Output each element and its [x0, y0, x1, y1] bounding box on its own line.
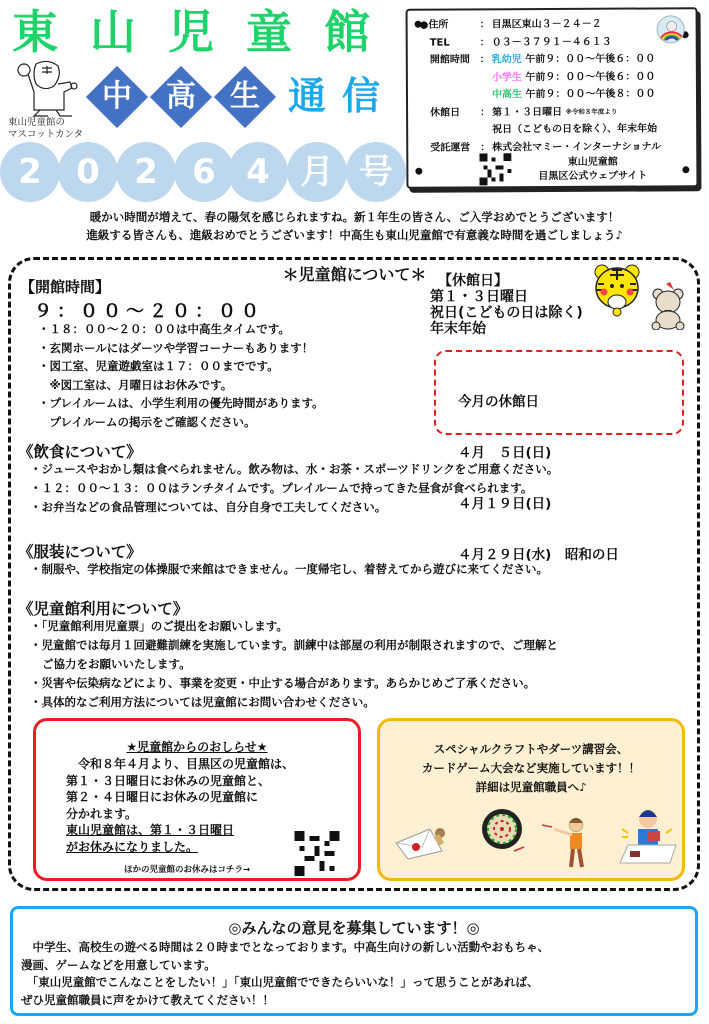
this-month-heading: 今月の休館日 [458, 394, 539, 410]
list-item: ・１２：００～１３：００はランチタイムです。プレイルームで持ってきた昼食が食べられます。 [30, 481, 533, 495]
diamond-char: 生 [230, 79, 260, 114]
food-list [30, 460, 558, 517]
info-rows [419, 15, 661, 156]
opinion-body [21, 939, 693, 1009]
closed-item: 祝日(こどもの日は除く) [430, 305, 583, 321]
hours-row: 開館時間 ： 乳幼児 午前９：００～午後６：００ [430, 50, 661, 69]
opinion-line: ぜひ児童館職員に声をかけて教えてください！！ [21, 992, 274, 1007]
closed-label: 休館日 [430, 106, 461, 119]
event-box [377, 718, 685, 881]
list-item: ご協力をお願いいたします。 [42, 657, 191, 671]
closed-item: 第１・３日曜日 [430, 289, 528, 305]
issue-circle: 2 [0, 142, 60, 202]
usage-heading: 《児童館利用について》 [18, 600, 189, 618]
list-item: ・プレイルームは、小学生利用の優先時間があります。 [38, 396, 324, 410]
intro-line: 暖かい時間が増えて、春の陽気を感じられますね。新１年生の皆さん、ご入学おめでとうございます！ [89, 210, 620, 224]
address-label: ●住所 [419, 19, 449, 31]
notice-line: 第１・３日曜日にお休みの児童館と、 [66, 773, 271, 788]
notice-line: 第２・４日曜日にお休みの児童館に [66, 790, 259, 804]
hours-time: 午前９：００～午後６：００ [525, 53, 656, 66]
list-item: プレイルームの掲示をご確認ください。 [38, 414, 256, 429]
hours-group-teen: 中高生 [491, 89, 523, 101]
this-month-closed-box [434, 350, 684, 563]
diamond [86, 66, 148, 128]
hours-group-infant: 乳幼児 [491, 54, 522, 66]
issue-circle: 4 [228, 142, 288, 202]
mascot-caption [8, 117, 83, 141]
list-item: ・児童館では毎月１回避難訓練を実施しています。訓練中は部屋の利用が制限されますので、ご理解と [30, 638, 558, 652]
diamond-char: 高 [166, 79, 196, 114]
closed-date: ４月１９日(日) [458, 496, 552, 512]
clothing-heading: 《服装について》 [18, 543, 142, 561]
operator-label: 受託運営 [430, 141, 471, 154]
tel-label: TEL [429, 37, 450, 49]
address-value: 目黒区東山３－２４－２ [491, 18, 602, 31]
notice-line: 令和８年４月より、目黒区の児童館は、 [66, 757, 295, 771]
info-card [406, 7, 699, 189]
website-line: 東山児童館 [567, 156, 618, 168]
card-game-player-icon [618, 805, 678, 867]
notice-box [33, 718, 361, 881]
closed-heading: 【休館日】 [438, 273, 508, 289]
website-line: 目黒区公式ウェブサイト [538, 170, 648, 183]
hours-big: ９：００～２０：００ [34, 301, 264, 322]
opinion-box [10, 906, 698, 1016]
letter-seal-icon [394, 821, 454, 861]
closed-item: 年末年始 [430, 321, 486, 337]
dart-player-icon [542, 813, 592, 869]
bear-icon [648, 282, 688, 330]
operator-value: 株式会社マミー・インターナショナル [492, 140, 661, 153]
meguro-logo-icon [657, 15, 685, 43]
notice-body [66, 756, 294, 855]
operator-row: 受託運営 ： 株式会社マミー・インターナショナル [430, 138, 661, 157]
closed-note: ※令和８年度より [565, 107, 618, 116]
tiger-icon [592, 262, 642, 318]
official-website-link[interactable] [538, 156, 647, 185]
about-title: ＊児童館について＊ [282, 265, 427, 284]
usage-list [30, 617, 694, 712]
newsletter-subtitle: 通信 [288, 74, 397, 118]
event-line: カードゲーム大会など実施しています！！ [421, 761, 641, 775]
notice-line: 分かれます。 [66, 806, 138, 821]
opinion-line: 中学生、高校生の遊べる時間は２０時までとなっております。中高生向けの新しい活動やおもちゃ、 [21, 940, 550, 954]
food-heading: 《飲食について》 [18, 443, 142, 461]
page-title: 東山児童館 [12, 5, 402, 59]
closed-value: 祝日（こどもの日を除く）、年末年始 [492, 123, 658, 136]
event-text [380, 740, 682, 797]
hours-heading: 【開館時間】 [20, 278, 111, 296]
opinion-line: 「東山児童館でこんなことをしたい！」「東山児童館でできたらいいな！」って思うことがあれば、 [21, 975, 539, 989]
hours-group-elementary: 小学生 [491, 71, 522, 83]
tel-value: ０３－３７９１－４６１３ [491, 36, 612, 48]
event-line: 詳細は児童館職員へ♪ [475, 780, 587, 794]
notice-underlined: 東山児童館は、第１・３日曜日 [66, 823, 235, 837]
other-centers-link[interactable]: ほかの児童館のお休みはコチラ→ [124, 865, 251, 875]
closed-date: ４月 ５日(日) [458, 445, 552, 461]
clothing-list [30, 560, 548, 579]
closed-row [430, 120, 661, 139]
notice-underlined: がお休みになりました。 [66, 839, 199, 854]
list-item: ・図工室、児童遊戯室は１７：００までです。 [38, 359, 279, 373]
junior-high-diamonds [86, 62, 286, 132]
pin-icon [682, 166, 689, 173]
list-item: ・具体的なご利用方法については児童館にお問い合わせください。 [30, 695, 375, 709]
hours-list [38, 320, 324, 431]
address-row: ●住所 ： 目黒区東山３－２４－２ [430, 15, 661, 34]
qr-code-icon[interactable] [293, 831, 341, 876]
notice-title [36, 738, 358, 755]
list-item: ・制服や、学校指定の体操服で来館はできません。一度帰宅し、着替えてから遊びに来てください。 [30, 562, 548, 576]
event-line: スペシャルクラフトやダーツ講習会、 [433, 742, 629, 756]
mascot-caption-line: 東山児童館の [8, 117, 66, 128]
issue-circle: 6 [174, 142, 234, 202]
diamond-char: 中 [102, 79, 132, 114]
list-item: ・ジュースやおかし類は食べられません。飲み物は、水・お茶・スポーツドリンクをご用意ください。 [30, 462, 559, 476]
issue-number [0, 142, 420, 204]
list-item: ※図工室は、月曜日はお休みです。 [38, 377, 233, 392]
qr-code-icon[interactable] [479, 153, 511, 185]
issue-circle: 月 [287, 142, 347, 202]
notice-title-text: ★児童館からのおしらせ★ [126, 740, 268, 754]
hours-row [430, 68, 661, 87]
list-item: ・１８：００～２０：００は中高生タイムです。 [38, 322, 290, 336]
dartboard-icon [480, 807, 530, 857]
list-item: ・お弁当などの食品管理については、自分自身で工夫してください。 [30, 500, 387, 514]
intro-line: 進級する皆さんも、進級おめでとうございます！中高生も東山児童館で有意義な時間を過ごしましょう♪ [86, 228, 623, 242]
list-item: ・災害や伝染病などにより、事業を変更・中止する場合があります。あらかじめご了承ください。 [30, 676, 536, 690]
issue-circle: 0 [58, 142, 118, 202]
closed-date: ４月２９日(水) 昭和の日 [458, 547, 619, 563]
mascot-caption-line: マスコットカンタ [8, 129, 84, 140]
closed-value: 第１・３日曜日 [492, 106, 563, 118]
tel-row: TEL ： ０３－３７９１－４６１３ [430, 33, 661, 52]
diamond [150, 66, 212, 128]
closed-row: 休館日 ： 第１・３日曜日 ※令和８年度より [430, 103, 661, 122]
opinion-line: 漫画、ゲームなどを用意しています。 [21, 957, 216, 972]
pin-icon [415, 168, 422, 175]
hours-time: 午前９：００～午後８：００ [525, 88, 656, 101]
opinion-title: ◎みんなの意見を募集しています！◎ [228, 919, 480, 937]
intro-text [0, 208, 709, 244]
closed-days [430, 273, 583, 337]
diamond [214, 66, 276, 128]
hours-label: 開館時間 [429, 54, 470, 66]
mascot-kanta-icon [14, 58, 78, 120]
issue-circle: 号 [346, 142, 406, 202]
hours-row [430, 85, 661, 104]
list-item: ・「児童館利用児童票」のご提出をお願いします。 [30, 619, 288, 633]
issue-circle: 2 [116, 142, 176, 202]
hours-time: 午前９：００～午後６：００ [525, 70, 656, 83]
list-item: ・玄関ホールにはダーツや学習コーナーもあります！ [38, 340, 314, 355]
